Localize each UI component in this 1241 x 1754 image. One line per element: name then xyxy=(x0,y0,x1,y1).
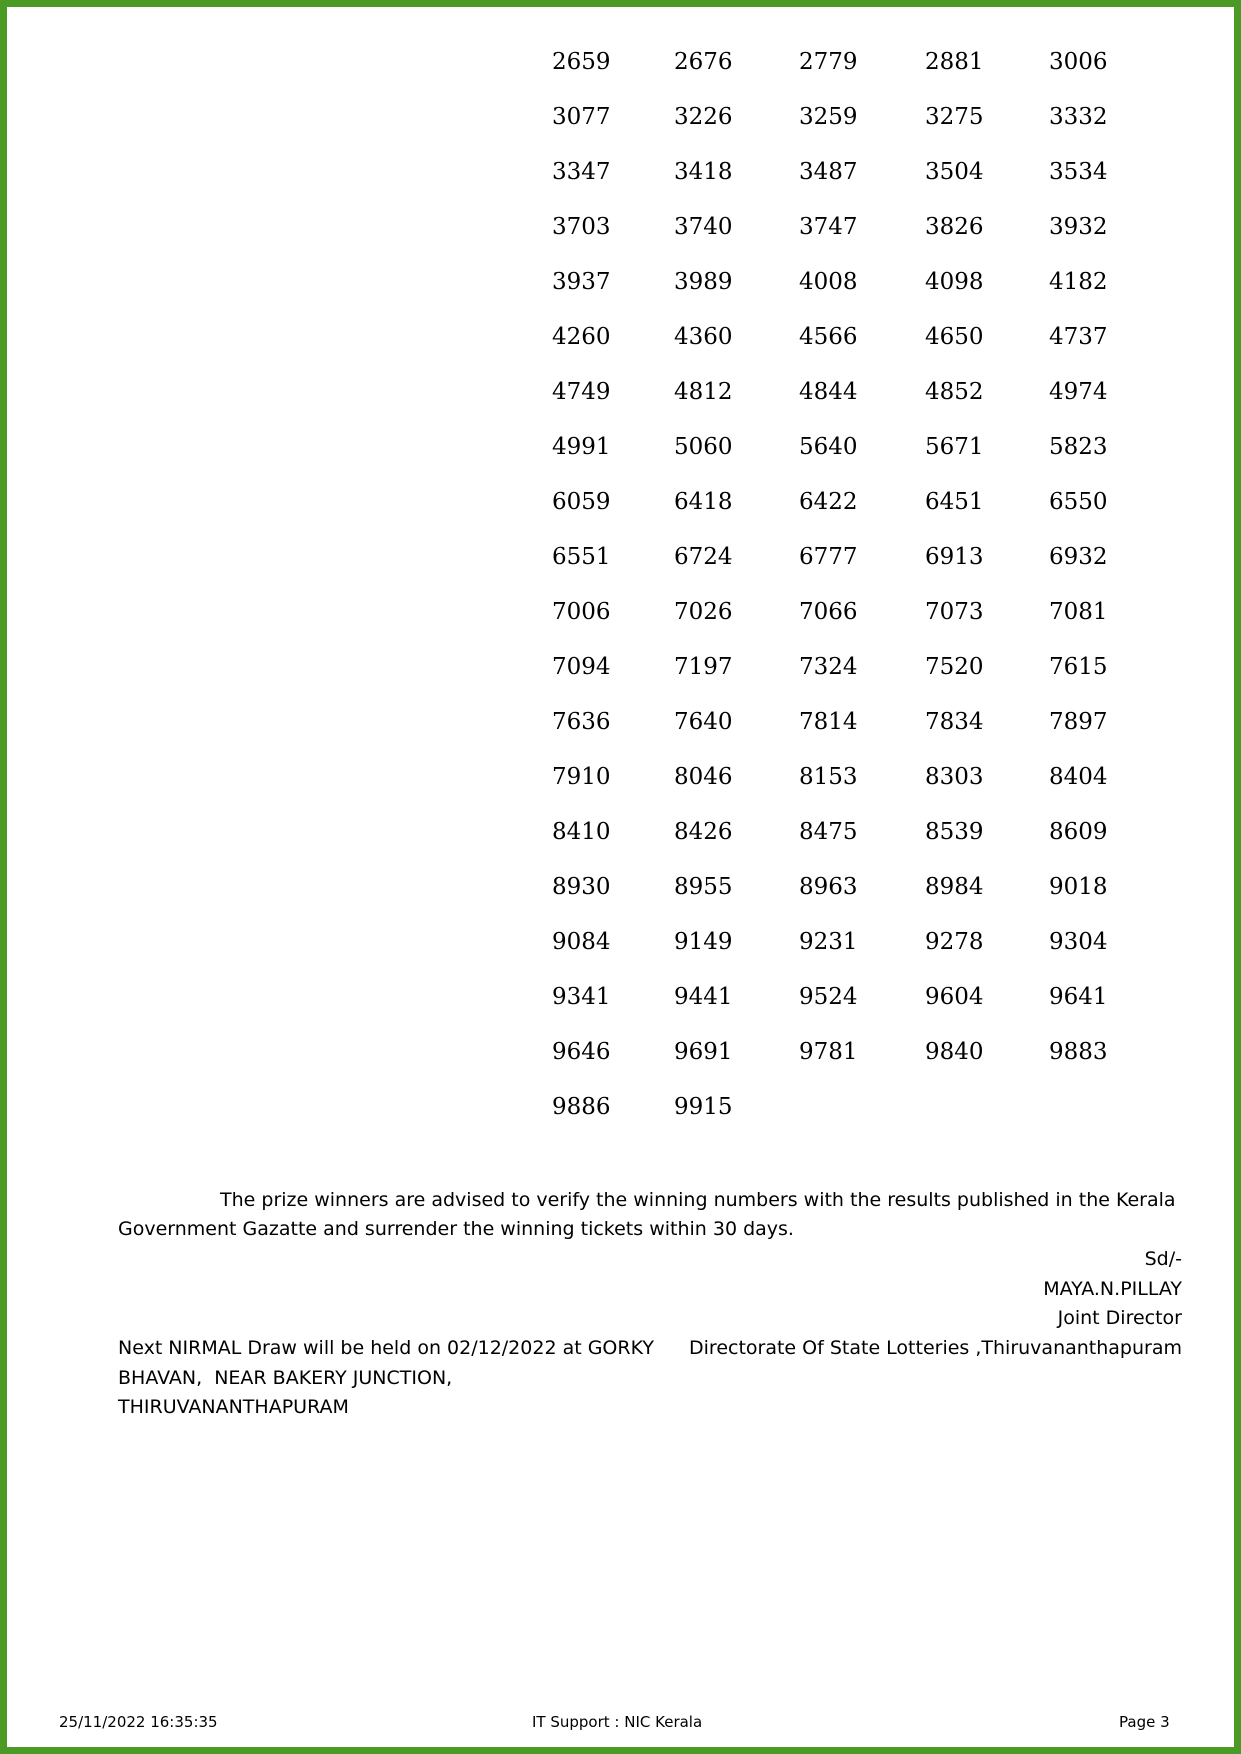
winning-number: 9341 xyxy=(552,984,611,1010)
winning-number: 7615 xyxy=(1049,654,1108,680)
notice-paragraph xyxy=(118,1186,1182,1244)
winning-number: 6418 xyxy=(674,489,733,515)
winning-number: 2659 xyxy=(552,49,611,75)
winning-number: 3347 xyxy=(552,159,611,185)
winning-number: 6550 xyxy=(1049,489,1108,515)
winning-number: 7814 xyxy=(799,709,858,735)
winning-number: 4749 xyxy=(552,379,611,405)
winning-number: 4260 xyxy=(552,324,611,350)
winning-number: 7910 xyxy=(552,764,611,790)
notice-text: The prize winners are advised to verify the winning numbers with the results published in the Kerala Government Gazatte and surrender the winning tickets within 30 days. xyxy=(118,1189,1176,1240)
winning-number: 8609 xyxy=(1049,819,1108,845)
winning-number: 8404 xyxy=(1049,764,1108,790)
winning-number: 8426 xyxy=(674,819,733,845)
footer-page-number: Page 3 xyxy=(1119,1713,1170,1731)
winning-number: 8153 xyxy=(799,764,858,790)
winning-number: 2779 xyxy=(799,49,858,75)
winning-number: 4737 xyxy=(1049,324,1108,350)
winning-number: 3534 xyxy=(1049,159,1108,185)
winning-number: 8303 xyxy=(925,764,984,790)
winning-number: 3703 xyxy=(552,214,611,240)
winning-number: 9524 xyxy=(799,984,858,1010)
winning-number: 6059 xyxy=(552,489,611,515)
winning-number: 8539 xyxy=(925,819,984,845)
winning-number: 7006 xyxy=(552,599,611,625)
winning-number: 6551 xyxy=(552,544,611,570)
winning-number: 3747 xyxy=(799,214,858,240)
winning-number: 9018 xyxy=(1049,874,1108,900)
winning-number: 4650 xyxy=(925,324,984,350)
winning-number: 4566 xyxy=(799,324,858,350)
winning-number: 4852 xyxy=(925,379,984,405)
winning-number: 8963 xyxy=(799,874,858,900)
footer-timestamp: 25/11/2022 16:35:35 xyxy=(59,1713,218,1731)
winning-number: 6913 xyxy=(925,544,984,570)
signatory-office: Directorate Of State Lotteries ,Thiruvananthapuram xyxy=(689,1336,1182,1359)
winning-number: 9604 xyxy=(925,984,984,1010)
signature-block xyxy=(689,1245,1182,1363)
winning-number: 9641 xyxy=(1049,984,1108,1010)
winning-number: 8955 xyxy=(674,874,733,900)
winning-number: 8930 xyxy=(552,874,611,900)
winning-number: 9781 xyxy=(799,1039,858,1065)
winning-number: 3937 xyxy=(552,269,611,295)
winning-number: 9840 xyxy=(925,1039,984,1065)
winning-number: 3418 xyxy=(674,159,733,185)
footer-support: IT Support : NIC Kerala xyxy=(532,1713,703,1731)
winning-number: 7834 xyxy=(925,709,984,735)
winning-number: 7026 xyxy=(674,599,733,625)
winning-number: 5640 xyxy=(799,434,858,460)
winning-number: 9231 xyxy=(799,929,858,955)
winning-number: 7897 xyxy=(1049,709,1108,735)
winning-number: 9441 xyxy=(674,984,733,1010)
winning-number: 5671 xyxy=(925,434,984,460)
winning-number: 9915 xyxy=(674,1094,733,1120)
winning-number: 9691 xyxy=(674,1039,733,1065)
winning-number: 3826 xyxy=(925,214,984,240)
winning-number: 7520 xyxy=(925,654,984,680)
next-draw-info xyxy=(118,1334,668,1423)
winning-number: 3259 xyxy=(799,104,858,130)
winning-number: 7073 xyxy=(925,599,984,625)
next-draw-line: Next NIRMAL Draw will be held on 02/12/2022 at GORKY xyxy=(118,1337,654,1359)
winning-number: 6777 xyxy=(799,544,858,570)
winning-number: 6422 xyxy=(799,489,858,515)
winning-number: 4812 xyxy=(674,379,733,405)
winning-number: 7094 xyxy=(552,654,611,680)
winning-number: 2881 xyxy=(925,49,984,75)
winning-number: 3226 xyxy=(674,104,733,130)
winning-number: 7640 xyxy=(674,709,733,735)
winning-number: 9883 xyxy=(1049,1039,1108,1065)
winning-number: 7324 xyxy=(799,654,858,680)
winning-number: 4182 xyxy=(1049,269,1108,295)
winning-number: 7636 xyxy=(552,709,611,735)
winning-number: 8046 xyxy=(674,764,733,790)
winning-number: 6451 xyxy=(925,489,984,515)
winning-number: 7081 xyxy=(1049,599,1108,625)
winning-number: 8410 xyxy=(552,819,611,845)
winning-number: 3006 xyxy=(1049,49,1108,75)
winning-number: 3504 xyxy=(925,159,984,185)
signatory-designation: Joint Director xyxy=(1057,1307,1182,1329)
winning-number: 7197 xyxy=(674,654,733,680)
winning-number: 4991 xyxy=(552,434,611,460)
winning-number: 5823 xyxy=(1049,434,1108,460)
winning-number: 9886 xyxy=(552,1094,611,1120)
winning-number: 3487 xyxy=(799,159,858,185)
winning-number: 2676 xyxy=(674,49,733,75)
winning-number: 8475 xyxy=(799,819,858,845)
winning-number: 3932 xyxy=(1049,214,1108,240)
next-draw-line: BHAVAN, NEAR BAKERY JUNCTION, xyxy=(118,1366,453,1389)
winning-number: 6724 xyxy=(674,544,733,570)
winning-number: 4974 xyxy=(1049,379,1108,405)
winning-number: 9084 xyxy=(552,929,611,955)
winning-number: 9149 xyxy=(674,929,733,955)
winning-number: 3077 xyxy=(552,104,611,130)
winning-number: 5060 xyxy=(674,434,733,460)
winning-number: 4360 xyxy=(674,324,733,350)
winning-number: 9646 xyxy=(552,1039,611,1065)
winning-number: 4844 xyxy=(799,379,858,405)
winning-number: 4008 xyxy=(799,269,858,295)
winning-number: 6932 xyxy=(1049,544,1108,570)
signature-sd: Sd/- xyxy=(1144,1248,1182,1270)
next-draw-line: THIRUVANANTHAPURAM xyxy=(118,1396,349,1418)
signatory-name: MAYA.N.PILLAY xyxy=(1043,1277,1182,1300)
winning-number: 8984 xyxy=(925,874,984,900)
winning-number: 3740 xyxy=(674,214,733,240)
winning-number: 4098 xyxy=(925,269,984,295)
winning-number: 7066 xyxy=(799,599,858,625)
winning-number: 3332 xyxy=(1049,104,1108,130)
winning-number: 3989 xyxy=(674,269,733,295)
winning-number: 9278 xyxy=(925,929,984,955)
winning-number: 3275 xyxy=(925,104,984,130)
winning-number: 9304 xyxy=(1049,929,1108,955)
